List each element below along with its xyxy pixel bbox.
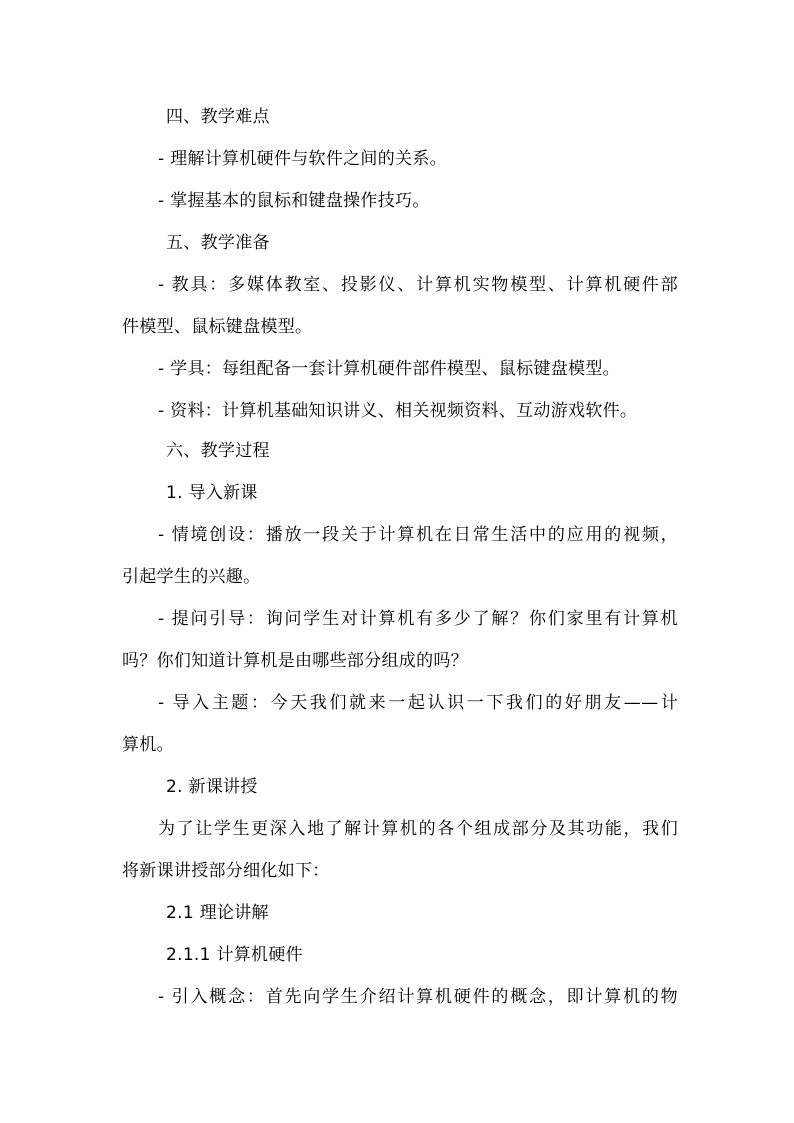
list-item-theme: - 导入主题：今天我们就来一起认识一下我们的好朋友——计 <box>158 693 678 713</box>
section-heading-teaching-process: 六、教学过程 <box>166 441 270 461</box>
list-item-scenario-continued: 引起学生的兴趣。 <box>122 567 261 587</box>
list-item-materials: - 资料：计算机基础知识讲义、相关视频资料、互动游戏软件。 <box>158 401 638 421</box>
paragraph-intro: 为了让学生更深入地了解计算机的各个组成部分及其功能，我们 <box>158 819 678 839</box>
list-item-question-continued: 吗？你们知道计算机是由哪些部分组成的吗？ <box>122 651 468 671</box>
list-item-scenario: - 情境创设：播放一段关于计算机在日常生活中的应用的视频， <box>158 525 678 545</box>
subheading-theory: 2.1 理论讲解 <box>166 903 269 923</box>
subheading-new-lesson: 2. 新课讲授 <box>166 777 258 797</box>
list-item-difficulty-2: - 掌握基本的鼠标和键盘操作技巧。 <box>158 191 430 211</box>
list-item-question: - 提问引导：询问学生对计算机有多少了解？你们家里有计算机 <box>158 609 678 629</box>
paragraph-intro-continued: 将新课讲授部分细化如下： <box>122 861 330 881</box>
list-item-concept: - 引入概念：首先向学生介绍计算机硬件的概念，即计算机的物 <box>158 987 678 1007</box>
list-item-difficulty-1: - 理解计算机硬件与软件之间的关系。 <box>158 149 447 169</box>
section-heading-teaching-preparation: 五、教学准备 <box>166 233 270 253</box>
list-item-theme-continued: 算机。 <box>122 735 174 755</box>
list-item-student-tools: - 学具：每组配备一套计算机硬件部件模型、鼠标键盘模型。 <box>158 359 620 379</box>
subheading-introduction: 1. 导入新课 <box>166 483 258 503</box>
list-item-teaching-tools: - 教具：多媒体教室、投影仪、计算机实物模型、计算机硬件部 <box>158 275 678 295</box>
list-item-teaching-tools-continued: 件模型、鼠标键盘模型。 <box>122 317 313 337</box>
subheading-hardware: 2.1.1 计算机硬件 <box>166 945 303 965</box>
section-heading-teaching-difficulties: 四、教学难点 <box>166 107 270 127</box>
